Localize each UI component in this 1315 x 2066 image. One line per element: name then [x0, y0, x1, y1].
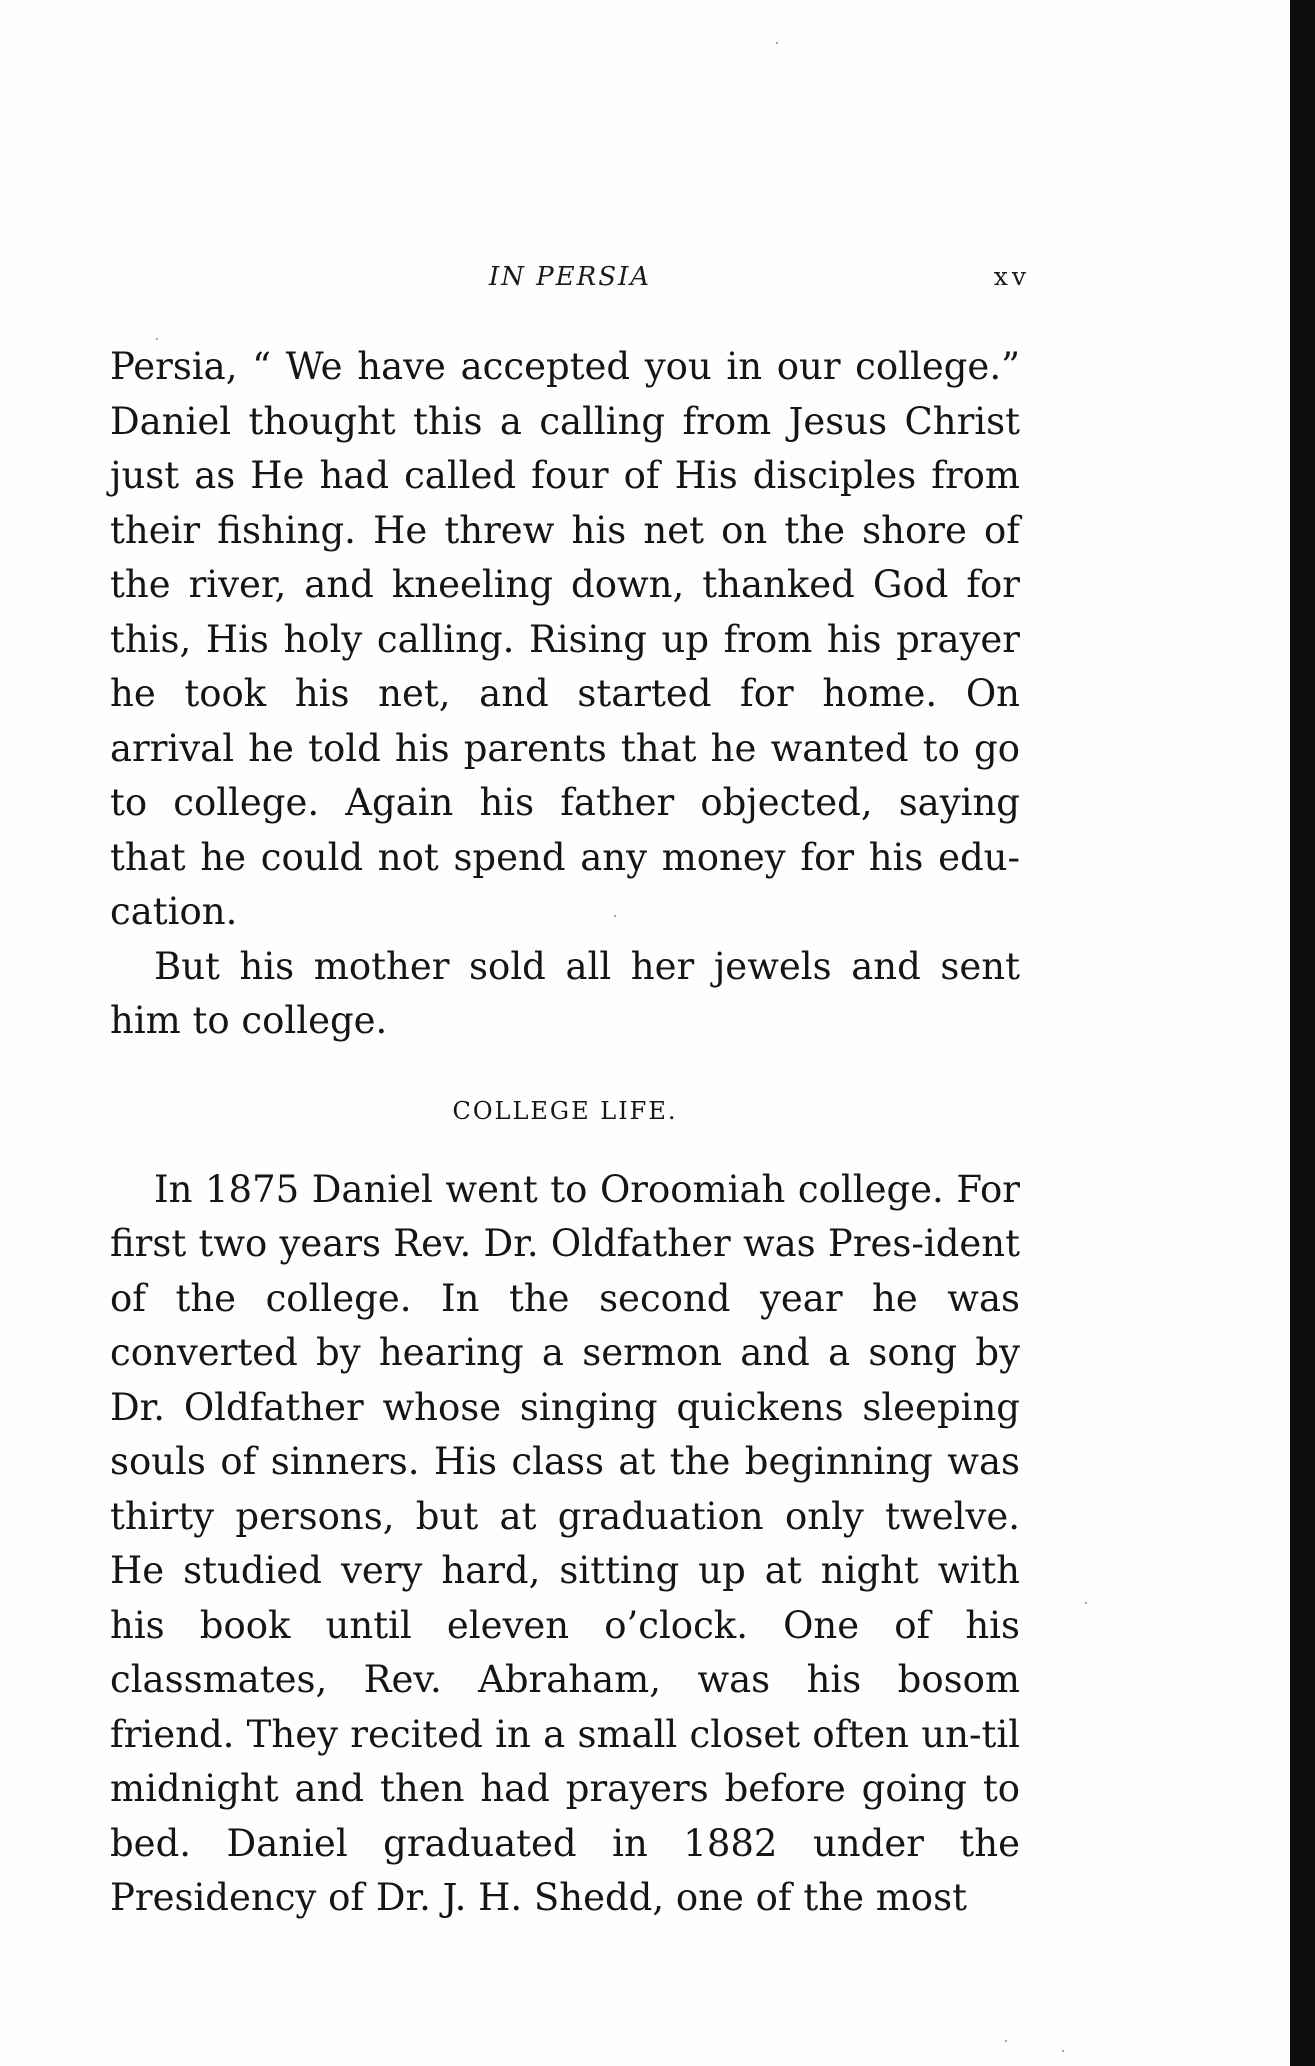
page-edge-shadow — [1290, 0, 1315, 2066]
paper-speck — [1005, 2040, 1007, 2042]
page-number: xv — [993, 262, 1030, 291]
paragraph-mother: But his mother sold all her jewels and sent him to college. — [110, 944, 1020, 1042]
running-title: IN PERSIA — [488, 262, 652, 292]
paper-speck — [776, 42, 778, 44]
paper-speck — [156, 338, 158, 340]
paper-speck — [614, 915, 616, 917]
paper-speck — [1062, 2050, 1064, 2052]
section-heading: COLLEGE LIFE. — [452, 1096, 678, 1125]
paragraph-college-life: In 1875 Daniel went to Oroomiah college. For first two years Rev. Dr. Oldfather was Pres-ident of the college. In the second year he was converted by hearing a sermon and a song by Dr. Oldfather whose singing quickens sleeping souls of sinners. His class at the beginning was thirty persons, but at graduation only twelve. He studied very hard, sitting up at night with his book until eleven o’clock. One of his classmates, Rev. Abraham, was his bosom friend. They recited in a small closet often un-til midnight and then had prayers before going to bed. Daniel graduated in 1882 under the Presidency of Dr. J. H. Shedd, one of the most — [110, 1167, 1020, 1919]
body-text — [110, 340, 1020, 1926]
running-head — [110, 262, 1030, 302]
paragraph-persia: Persia, “ We have accepted you in our college.” Daniel thought this a calling from Jesus Christ just as He had called four of His disciples from their fishing. He threw his net on the shore of the river, and kneeling down, thanked God for this, His holy calling. Rising up from his prayer he took his net, and started for home. On arrival he told his parents that he wanted to go to college. Again his father objected, saying that he could not spend any money for his edu-cation. — [110, 345, 1020, 933]
paper-speck — [1085, 1602, 1087, 1604]
